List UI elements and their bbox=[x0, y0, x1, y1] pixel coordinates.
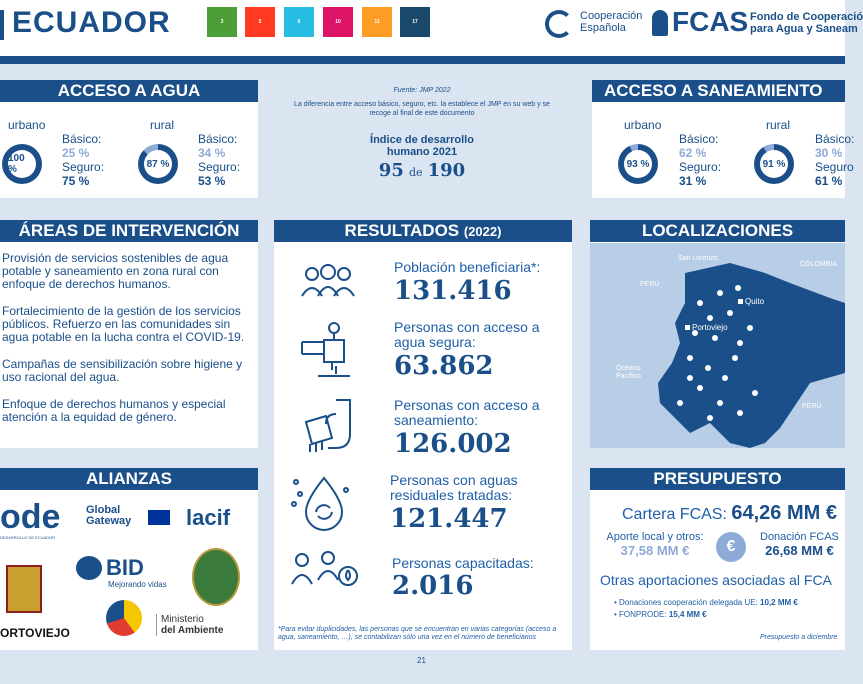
area-item: Fortalecimiento de la gestión de los servicios públicos. Refuerzo en las comunidades sin agua potable en la lucha contra el COVID-19. bbox=[2, 304, 245, 344]
pipe-icon bbox=[296, 396, 356, 456]
result-label-2: Personas con acceso a saneamiento: bbox=[394, 397, 540, 428]
water-urban-label: urbano bbox=[8, 118, 46, 132]
source-note: Fuente: JMP 2022 bbox=[393, 87, 451, 94]
jmp-note: La diferencia entre acceso básico, seguro, etc. la establece el JMP en su web y se recoge al final de este documento bbox=[294, 101, 550, 117]
eu-flag-icon bbox=[148, 510, 170, 525]
map-label-peru-north: PERÚ bbox=[640, 281, 660, 288]
map-label-quito: Quito bbox=[745, 297, 765, 306]
locations-header: LOCALIZACIONES bbox=[590, 220, 845, 242]
bullet-item: • FONPRODE: 15,4 MM € bbox=[614, 610, 707, 619]
idh-value: 95 de 190 bbox=[378, 160, 466, 181]
areas-list bbox=[2, 252, 246, 438]
lacif-logo: lacif bbox=[186, 505, 231, 530]
ecuador-map bbox=[590, 243, 845, 448]
water-rural-stats: Básico: 34 % Seguro: 53 % bbox=[198, 132, 241, 188]
sanitation-header: ACCESO A SANEAMIENTO bbox=[592, 80, 845, 102]
map-label-san-lorenzo: San Lorenzo bbox=[678, 255, 718, 262]
portoviejo-shield-icon bbox=[6, 565, 42, 613]
map-label-colombia: COLOMBIA bbox=[800, 261, 837, 268]
euro-coin-icon: € bbox=[716, 532, 746, 562]
alliances-header: ALIANZAS bbox=[0, 468, 258, 490]
bid-logo-icon bbox=[76, 556, 102, 580]
recycle-drop-icon bbox=[290, 472, 350, 532]
water-urban-donut bbox=[2, 144, 42, 184]
cooperacion-logo-icon bbox=[545, 10, 573, 38]
san-urban-pct: 93 % bbox=[624, 150, 652, 178]
san-urban-stats: Básico: 62 % Seguro: 31 % bbox=[679, 132, 722, 188]
water-header: ACCESO A AGUA bbox=[0, 80, 258, 102]
san-urban-donut bbox=[618, 144, 658, 184]
fcas-drop-icon bbox=[652, 10, 668, 36]
seal-logo bbox=[192, 548, 240, 606]
result-value-1: 63.862 bbox=[394, 351, 494, 381]
result-value-0: 131.416 bbox=[394, 276, 512, 306]
faucet-icon bbox=[298, 320, 352, 380]
area-item: Provisión de servicios sostenibles de agua potable y saneamiento en zona rural con enfoque de derechos humanos. bbox=[2, 251, 229, 291]
sdg-10-icon: 10 bbox=[323, 7, 353, 37]
header-stripe bbox=[0, 56, 845, 64]
water-rural-label: rural bbox=[150, 118, 175, 132]
san-rural-donut bbox=[754, 144, 794, 184]
result-label-3: Personas con aguas residuales tratadas: bbox=[390, 472, 518, 503]
fcas-donation: Donación FCAS 26,68 MM € bbox=[760, 531, 839, 558]
budget-panel bbox=[590, 468, 845, 650]
people-icon bbox=[298, 262, 358, 302]
fcas-logo-text: Fondo de Cooperació para Agua y Saneam bbox=[750, 11, 863, 35]
result-value-3: 121.447 bbox=[390, 504, 508, 534]
water-rural-pct: 87 % bbox=[144, 150, 172, 178]
cooperacion-logo-text: Cooperación Española bbox=[580, 10, 643, 34]
page-number: 21 bbox=[417, 656, 426, 665]
budget-note: Presupuesto a diciembre bbox=[760, 634, 838, 641]
area-item: Enfoque de derechos humanos y especial atención a la equidad de género. bbox=[2, 397, 226, 424]
idh-title: Índice de desarrollo humano 2021 bbox=[370, 134, 474, 158]
sdg-17-icon: 17 bbox=[400, 7, 430, 37]
local-contribution: Aporte local y otros: 37,58 MM € bbox=[606, 531, 704, 558]
result-label-4: Personas capacitadas: bbox=[392, 555, 534, 571]
bid-logo: BID bbox=[106, 555, 144, 580]
results-footnote: *Para evitar duplicidades, las personas que se encuentran en varias categorías (acceso a agua, saneamiento, …), se contabilizan sólo una vez en el número de beneficiarios bbox=[278, 626, 557, 641]
global-gateway-logo: Global Gateway bbox=[86, 504, 132, 527]
result-value-4: 2.016 bbox=[392, 571, 474, 601]
locations-map bbox=[590, 243, 845, 448]
san-urban-label: urbano bbox=[624, 118, 662, 132]
ode-logo: ode bbox=[0, 498, 61, 536]
bid-logo-sub: Mejorando vidas bbox=[108, 580, 167, 589]
ode-logo-sub: DESARROLLO DE ECUADOR bbox=[0, 535, 56, 540]
fcas-logo: FCAS bbox=[672, 6, 749, 37]
san-rural-pct: 91 % bbox=[760, 150, 788, 178]
cartera-line: Cartera FCAS: 64,26 MM € bbox=[622, 502, 837, 524]
result-label-1: Personas con acceso a agua segura: bbox=[394, 319, 540, 350]
ministerio-logo-icon bbox=[106, 600, 142, 636]
sdg-3-icon: 3 bbox=[207, 7, 237, 37]
portoviejo-logo: ORTOVIEJO bbox=[0, 626, 70, 640]
sdg-5-icon: 5 bbox=[245, 7, 275, 37]
budget-header: PRESUPUESTO bbox=[590, 468, 845, 490]
trained-people-icon bbox=[290, 550, 360, 590]
map-label-peru-south: PERÚ bbox=[802, 403, 822, 410]
center-info bbox=[270, 80, 574, 198]
other-contributions-list bbox=[614, 597, 798, 621]
water-urban-stats: Básico: 25 % Seguro: 75 % bbox=[62, 132, 105, 188]
map-label-ocean: Océano Pacífico bbox=[616, 365, 641, 380]
san-rural-label: rural bbox=[766, 118, 791, 132]
bullet-item: • Donaciones cooperación delegada UE: 10,2 MM € bbox=[614, 598, 798, 607]
map-label-portoviejo: Portoviejo bbox=[692, 323, 728, 332]
san-rural-stats: Básico: 30 % Seguro 61 % bbox=[815, 132, 855, 188]
result-value-2: 126.002 bbox=[394, 429, 512, 459]
page-title: ECUADOR bbox=[12, 6, 171, 39]
water-rural-donut bbox=[138, 144, 178, 184]
results-header: RESULTADOS (2022) bbox=[274, 220, 572, 242]
title-accent-bar bbox=[0, 10, 4, 40]
result-label-0: Población beneficiaria*: bbox=[394, 259, 541, 275]
sdg-11-icon: 11 bbox=[362, 7, 392, 37]
water-urban-pct: 100 % bbox=[8, 150, 36, 178]
other-contributions-title: Otras aportaciones asociadas al FCA bbox=[600, 572, 832, 588]
area-item: Campañas de sensibilización sobre higiene y uso racional del agua. bbox=[2, 357, 243, 384]
ministerio-logo: Ministerio del Ambiente bbox=[156, 614, 223, 636]
areas-header: ÁREAS DE INTERVENCIÓN bbox=[0, 220, 258, 242]
sdg-6-icon: 6 bbox=[284, 7, 314, 37]
